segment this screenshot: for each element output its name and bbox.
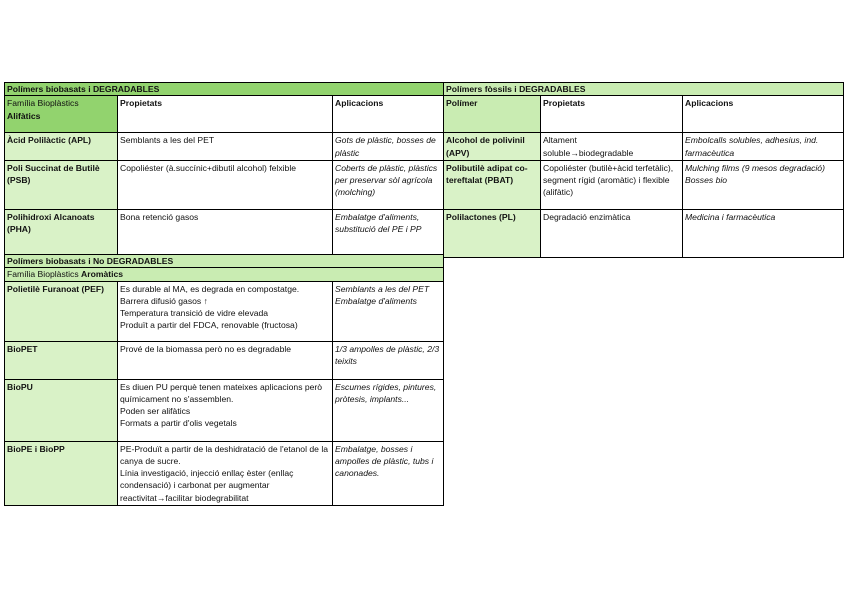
polymer-name: Polietilè Furanoat (PEF) bbox=[5, 281, 118, 341]
polymer-name: Àcid Polilàctic (APL) bbox=[5, 133, 118, 161]
table-row bbox=[5, 281, 444, 341]
table-row bbox=[5, 160, 444, 209]
properties-line: Poden ser alifàtics bbox=[120, 406, 191, 417]
applications-line: Mulching films (9 mesos degradació) bbox=[685, 162, 825, 173]
table-title: Polímers biobasats i No DEGRADABLES bbox=[5, 255, 444, 268]
applications-cell: Gots de plàstic, bosses de plàstic bbox=[333, 133, 444, 161]
applications-cell bbox=[683, 160, 844, 209]
properties-cell bbox=[541, 133, 683, 161]
polymer-name: Polihidroxi Alcanoats (PHA) bbox=[5, 209, 118, 257]
applications-cell: Medicina i farmacèutica bbox=[683, 209, 844, 257]
family-header bbox=[5, 268, 444, 281]
applications-cell: Embalatge d'aliments, substitució del PE i PP bbox=[333, 209, 444, 257]
applications-line: Embalatge d'aliments bbox=[335, 295, 417, 306]
table-row bbox=[5, 441, 444, 505]
properties-line: Produït a partir del FDCA, renovable (fructosa) bbox=[120, 320, 298, 331]
applications-cell: Escumes rígides, pintures, pròtesis, implants... bbox=[333, 379, 444, 441]
table-row bbox=[5, 341, 444, 379]
properties-cell: Bona retenció gasos bbox=[118, 209, 333, 257]
properties-cell bbox=[118, 281, 333, 341]
properties-line: Altament bbox=[543, 135, 577, 146]
table-row bbox=[444, 133, 844, 161]
polymer-name: Polibutilè adipat co-tereftalat (PBAT) bbox=[444, 160, 541, 209]
column-header-applications: Aplicacions bbox=[683, 96, 844, 133]
applications-line: Bosses bio bbox=[685, 175, 728, 186]
column-header-applications: Aplicacions bbox=[333, 96, 444, 133]
table-row bbox=[444, 209, 844, 257]
polymer-name: Alcohol de polivinil (APV) bbox=[444, 133, 541, 161]
applications-cell: Embolcalls solubles, adhesius, ind. farmacèutica bbox=[683, 133, 844, 161]
polymer-name: BioPU bbox=[5, 379, 118, 441]
properties-cell bbox=[118, 379, 333, 441]
properties-cell: Semblants a les del PET bbox=[118, 133, 333, 161]
applications-cell bbox=[333, 281, 444, 341]
table-biobased-non-degradable bbox=[4, 254, 444, 506]
column-header-properties: Propietats bbox=[541, 96, 683, 133]
family-header bbox=[5, 96, 118, 133]
table-fossil-degradable bbox=[443, 82, 844, 258]
applications-cell: 1/3 ampolles de plàstic, 2/3 teixits bbox=[333, 341, 444, 379]
table-row bbox=[444, 160, 844, 209]
properties-line: Temperatura transició de vidre elevada bbox=[120, 308, 269, 319]
properties-line: Línia investigació, injecció enllaç èster (enllaç condensació) i carbonat per augmentar reactivitat→facilitar biodegrabilitat bbox=[120, 468, 294, 503]
table-row bbox=[5, 133, 444, 161]
applications-cell: Coberts de plàstic, plàstics per preservar sòl agrícola (molching) bbox=[333, 160, 444, 209]
applications-line: Semblants a les del PET bbox=[335, 283, 430, 294]
properties-cell: Degradació enzimàtica bbox=[541, 209, 683, 257]
properties-cell: Copoliéster (butilè+àcid terfetàlic), segment rígid (aromàtic) i flexible (alifàtic) bbox=[541, 160, 683, 209]
polymer-name: Polilactones (PL) bbox=[444, 209, 541, 257]
properties-line: soluble→biodegradable bbox=[543, 147, 634, 158]
family-prefix: Família Bioplàstics bbox=[7, 98, 79, 109]
table-row bbox=[5, 209, 444, 257]
family-name: Aromàtics bbox=[81, 269, 124, 280]
polymer-name: Poli Succinat de Butilè (PSB) bbox=[5, 160, 118, 209]
family-prefix: Família Bioplàstics bbox=[7, 269, 79, 280]
applications-cell: Embalatge, bosses i ampolles de plàstic, tubs i canonades. bbox=[333, 441, 444, 505]
properties-line: Formats a partir d'olis vegetals bbox=[120, 418, 237, 429]
properties-line: Es durable al MA, es degrada en compostatge. bbox=[120, 283, 300, 294]
polymer-name: BioPET bbox=[5, 341, 118, 379]
properties-cell: Prové de la biomassa però no es degradable bbox=[118, 341, 333, 379]
properties-line: PE-Produït a partir de la deshidratació de l'etanol de la canya de sucre. bbox=[120, 443, 329, 466]
properties-cell bbox=[118, 441, 333, 505]
properties-line: Es diuen PU perquè tenen mateixes aplicacions però químicament no s'assemblen. bbox=[120, 381, 323, 404]
table-title: Polímers biobasats i DEGRADABLES bbox=[5, 83, 444, 96]
table-biobased-degradable bbox=[4, 82, 444, 258]
column-header-properties: Propietats bbox=[118, 96, 333, 133]
properties-cell: Copoliéster (à.succínic+dibutil alcohol) felxible bbox=[118, 160, 333, 209]
properties-line: Barrera difusió gasos ↑ bbox=[120, 295, 208, 306]
table-row bbox=[5, 379, 444, 441]
polymer-name: BioPE i BioPP bbox=[5, 441, 118, 505]
table-title: Polímers fòssils i DEGRADABLES bbox=[444, 83, 844, 96]
column-header-polymer: Polímer bbox=[444, 96, 541, 133]
family-name: Alifàtics bbox=[7, 110, 41, 121]
